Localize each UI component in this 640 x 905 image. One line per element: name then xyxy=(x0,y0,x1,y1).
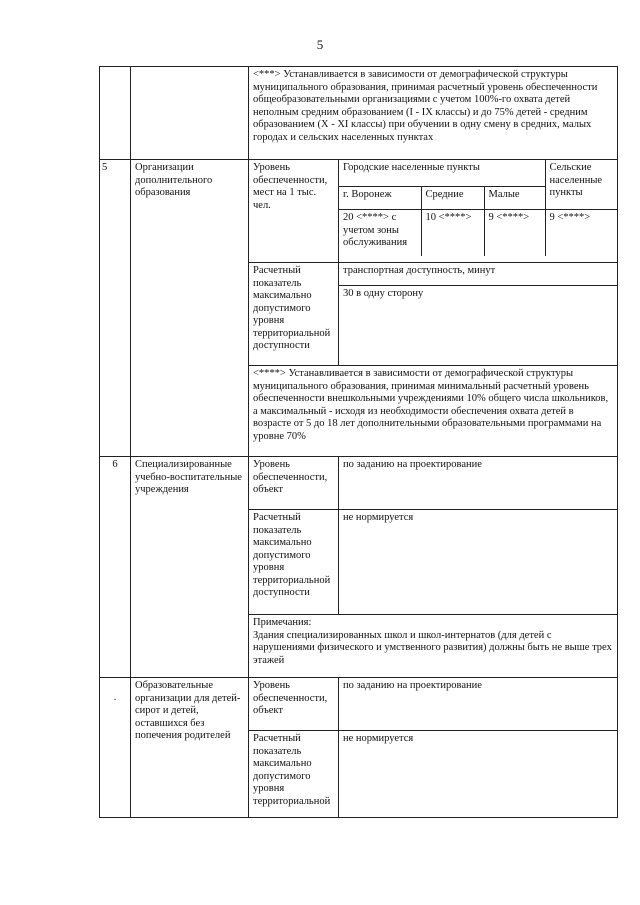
table-row xyxy=(339,210,617,257)
row6-number: 6 xyxy=(100,457,131,678)
table-row xyxy=(339,160,617,187)
row7-indicator1: Уровень обеспеченности, объект xyxy=(249,678,339,731)
subheader-medium: Средние xyxy=(421,187,484,210)
access-value: 30 в одну сторону xyxy=(343,288,424,299)
subheader-voronezh: г. Воронеж xyxy=(339,187,421,210)
row5-access-cell xyxy=(339,263,618,366)
value-medium: 10 <****> xyxy=(421,210,484,257)
access-header: транспортная доступность, минут xyxy=(339,263,617,286)
row5-name: Организации дополнительного образования xyxy=(131,160,249,457)
row7-value1: по заданию на проектирование xyxy=(339,678,618,731)
subheader-small: Малые xyxy=(484,187,545,210)
table-row xyxy=(339,286,617,361)
row6-indicator2: Расчетный показатель максимально допустимого уровня территориальной доступности xyxy=(249,510,339,615)
note-text: Здания специализированных школ и школ-интернатов (для детей с нарушениями физического и умственного развития) должны быть не выше трех этажей xyxy=(253,629,612,666)
row7-number: . xyxy=(100,678,131,818)
value-rural: 9 <****> xyxy=(545,210,617,257)
name-cell xyxy=(131,67,249,160)
row5-values-table xyxy=(339,160,617,256)
row6-indicator1: Уровень обеспеченности, объект xyxy=(249,457,339,510)
row7-indicator2: Расчетный показатель максимально допустимого уровня территориальной xyxy=(249,731,339,818)
value-voronezh: 20 <****> с учетом зоны обслуживания xyxy=(339,210,421,257)
note-title: Примечания: xyxy=(253,617,312,628)
row5-note: <****> Устанавливается в зависимости от демографической структуры муниципального образования, принимая минимальный расчетный уровень обеспеченности внешкольными учреждениями 10% общего числа школьников, а максимальный - исходя из необходимости обеспечения охвата детей в возрасте от 5 до 18 лет дополнительными образовательными программами на уровне 70% xyxy=(249,366,618,457)
row5-indicator1: Уровень обеспеченности, мест на 1 тыс. чел. xyxy=(249,160,339,263)
table-row xyxy=(100,67,618,160)
row6-value1: по заданию на проектирование xyxy=(339,457,618,510)
rural-header: Сельские населенные пункты xyxy=(545,160,617,210)
note-general: <***> Устанавливается в зависимости от демографической структуры муниципального образования, принимая расчетный уровень обеспеченности общеобразовательными организациями с учетом 100%-го охвата детей неполным средним образованием (I - IX классы) и до 75% детей - средним образованием (X - XI классы) при обучении в одну смену в средних, малых городах и сельских населенных пунктах xyxy=(249,67,618,160)
row6-name: Специализированные учебно-воспитательные учреждения xyxy=(131,457,249,678)
row5-number: 5 xyxy=(100,160,131,457)
norms-table xyxy=(99,66,618,818)
row5-values-cell xyxy=(339,160,618,263)
table-row xyxy=(339,263,617,286)
row5-access-table xyxy=(339,263,617,360)
urban-header: Городские населенные пункты xyxy=(339,160,545,187)
row7-name: Образовательные организации для детей-сирот и детей, оставшихся без попечения родителей xyxy=(131,678,249,818)
row7-value2: не нормируется xyxy=(339,731,618,818)
page-number: 5 xyxy=(316,37,324,52)
row5-indicator2: Расчетный показатель максимально допустимого уровня территориальной доступности xyxy=(249,263,339,366)
value-small: 9 <****> xyxy=(484,210,545,257)
row6-value2: не нормируется xyxy=(339,510,618,615)
table-row xyxy=(100,457,618,510)
number-cell xyxy=(100,67,131,160)
row6-note xyxy=(249,615,618,678)
table-row xyxy=(100,678,618,731)
table-row xyxy=(100,160,618,263)
